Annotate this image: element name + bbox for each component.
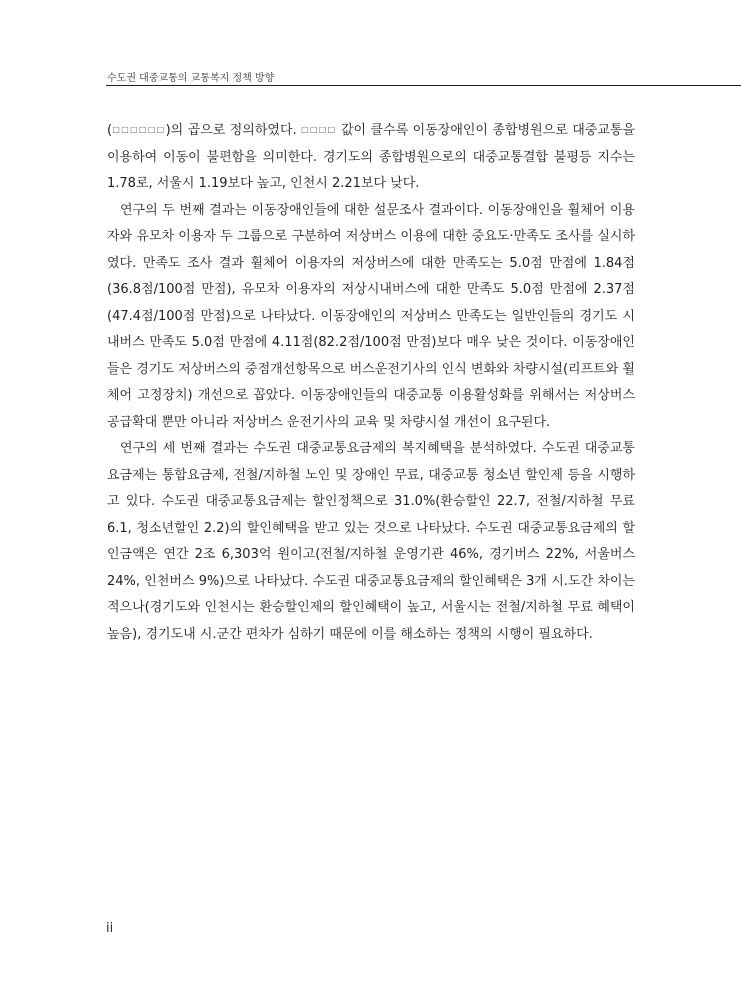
paragraph-1-open: ( — [107, 123, 113, 138]
running-head: 수도권 대중교통의 교통복지 정책 방향 — [107, 73, 275, 84]
equation-symbol: □□□□□□ — [112, 125, 166, 134]
paragraph-1 — [107, 117, 635, 198]
paragraph-2: 연구의 두 번째 결과는 이동장애인들에 대한 설문조사 결과이다. 이동장애인을 휠체어 이용자와 유모차 이용자 두 그룹으로 구분하여 저상버스 이용에 대한 중요도·만족도 조사를 실시하였다. 만족도 조사 결과 휠체어 이용자의 저상버스에 대한 만족도는 5.0점 만점에 1.84점(36.8점/100점 만점), 유모차 이용자의 저상시내버스에 대한 만족도 5.0점 만점에 2.37점(47.4점/100점 만점)으로 나타났다. 이동장애인의 저상버스 만족도는 일반인들의 경기도 시내버스 만족도 5.0점 만점에 4.11점(82.2점/100점 만점)보다 매우 낮은 것이다. 이동장애인들은 경기도 저상버스의 중점개선항목으로 버스운전기사의 인식 변화와 차량시설(리프트와 휠체어 고정장치) 개선으로 꼽았다. 이동장애인들의 대중교통 이용활성화를 위해서는 저상버스 공급확대 뿐만 아니라 저상버스 운전기사의 교육 및 차량시설 개선이 요구된다. — [107, 202, 635, 430]
paragraph-1-text-b: 값이 클수록 이동장애인이 종합병원으로 대중교통을 이용하여 이동이 불편함을 의미한다. 경기도의 종합병원으로의 대중교통결합 불평등 지수는 1.78로, 서울시 1.19보다 높고, 인천시 2.21보다 낮다. — [107, 123, 635, 191]
paragraph-3: 연구의 세 번째 결과는 수도권 대중교통요금제의 복지혜택을 분석하였다. 수도권 대중교통요금제는 통합요금제, 전철/지하철 노인 및 장애인 무료, 대중교통 청소년 할인제 등을 시행하고 있다. 수도권 대중교통요금제는 할인정책으로 31.0%(환승할인 22.7, 전철/지하철 무료 6.1, 청소년할인 2.2)의 할인혜택을 받고 있는 것으로 나타났다. 수도권 대중교통요금제의 할인금액은 연간 2조 6,303억 원이고(전철/지하철 운영기관 46%, 경기버스 22%, 서울버스24%, 인천버스 9%)으로 나타났다. 수도권 대중교통요금제의 할인혜택은 3개 시.도간 차이는 적으나(경기도와 인천시는 환승할인제의 할인혜택이 높고, 서울시는 전철/지하철 무료 혜택이 높음), 경기도내 시.군간 편차가 심하기 때문에 이를 해소하는 정책의 시행이 필요하다. — [107, 441, 635, 642]
body-text — [107, 117, 635, 648]
header-rule — [106, 85, 741, 86]
equation-symbol: □□□□ — [301, 125, 337, 134]
page-number: ii — [106, 921, 114, 936]
paragraph-1-text-a: )의 곱으로 정의하였다. — [165, 123, 302, 138]
